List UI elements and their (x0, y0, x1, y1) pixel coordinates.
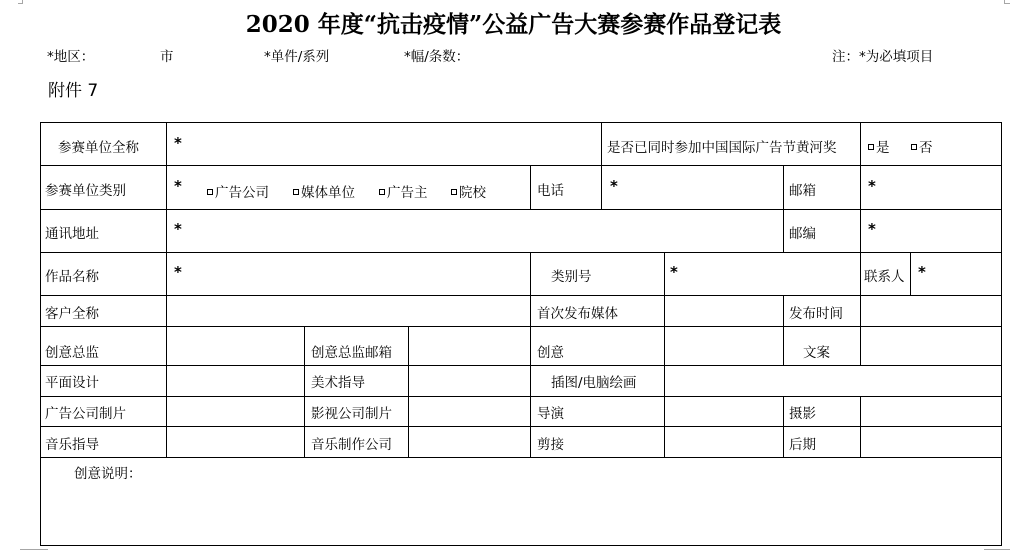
film-production-label: 影视公司制片 (311, 406, 392, 422)
creative-director-email-field[interactable] (410, 328, 528, 364)
director-label: 导演 (537, 406, 564, 422)
creative-director-field[interactable] (168, 328, 302, 364)
row-line (40, 426, 1002, 427)
unit-name-label: 参赛单位全称 (58, 140, 139, 156)
editing-field[interactable] (666, 428, 781, 456)
col-line (304, 326, 305, 457)
row-line (40, 396, 1002, 397)
postcode-field[interactable] (880, 211, 998, 250)
checkbox-icon (911, 144, 917, 150)
row-line (40, 365, 1002, 366)
agency-production-field[interactable] (168, 398, 302, 425)
copywriting-label: 文案 (803, 345, 830, 361)
photography-label: 摄影 (789, 406, 816, 422)
music-company-field[interactable] (410, 428, 528, 456)
unit-type-option-agency[interactable] (207, 181, 269, 201)
illustration-label: 插图/电脑绘画 (551, 375, 637, 391)
col-line (408, 326, 409, 457)
phone-field[interactable] (622, 167, 780, 207)
col-line (664, 252, 665, 295)
col-line (860, 252, 861, 295)
director-field[interactable] (666, 398, 781, 425)
required-mark: * (174, 177, 182, 195)
row-line (40, 122, 1002, 123)
unit-series-label: *单件/系列 (264, 49, 330, 65)
work-name-field[interactable] (186, 254, 527, 293)
illustration-field[interactable] (666, 367, 999, 395)
col-line (860, 209, 861, 252)
publish-time-label: 发布时间 (789, 306, 843, 322)
col-line (860, 295, 861, 326)
huanghe-no-option[interactable] (911, 136, 933, 156)
huanghe-question: 是否已同时参加中国国际广告节黄河奖 (607, 140, 837, 156)
row-line (40, 295, 1002, 296)
region-label: *地区： (47, 49, 95, 65)
col-line (530, 252, 531, 295)
film-production-field[interactable] (410, 398, 528, 425)
music-director-field[interactable] (168, 428, 302, 456)
row-line (40, 165, 1002, 166)
creative-director-email-label: 创意总监邮箱 (311, 345, 392, 361)
unit-type-option-advertiser[interactable] (379, 181, 428, 201)
required-mark: * (918, 263, 926, 281)
editing-label: 剪接 (537, 437, 564, 453)
yes-label: 是 (876, 140, 890, 156)
row-line (40, 545, 1002, 546)
contact-label: 联系人 (864, 269, 905, 285)
address-label: 通讯地址 (45, 226, 99, 242)
work-name-label: 作品名称 (45, 269, 99, 285)
col-line (860, 122, 861, 165)
city-label: 市 (160, 49, 174, 65)
col-line (860, 165, 861, 209)
unit-type-label-advertiser: 广告主 (387, 185, 428, 201)
required-mark: * (868, 177, 876, 195)
client-field[interactable] (168, 297, 528, 325)
address-field[interactable] (186, 211, 780, 250)
unit-name-field[interactable] (186, 124, 598, 164)
phone-label: 电话 (537, 183, 564, 199)
required-mark: * (174, 220, 182, 238)
checkbox-icon (207, 189, 213, 195)
postcode-label: 邮编 (789, 226, 816, 242)
unit-type-label-media: 媒体单位 (301, 185, 355, 201)
creative-description-field[interactable] (42, 482, 999, 544)
col-line (601, 122, 602, 165)
unit-type-label: 参赛单位类别 (45, 183, 126, 199)
music-company-label: 音乐制作公司 (311, 437, 392, 453)
form-title: 2020 年度“抗击疫情”公益广告大赛参赛作品登记表 (245, 11, 782, 38)
contact-field[interactable] (930, 254, 998, 293)
col-line (783, 209, 784, 252)
creative-field[interactable] (666, 328, 781, 364)
col-line (860, 396, 861, 457)
col-line (530, 295, 531, 326)
col-line (40, 122, 41, 546)
checkbox-icon (379, 189, 385, 195)
col-line (860, 326, 861, 365)
attachment-number: 附件 7 (48, 81, 99, 101)
required-mark: * (868, 220, 876, 238)
post-production-label: 后期 (789, 437, 816, 453)
required-mark: * (670, 263, 678, 281)
huanghe-yes-option[interactable] (868, 136, 890, 156)
music-director-label: 音乐指导 (45, 437, 99, 453)
required-note: 注：*为必填项目 (832, 49, 934, 65)
row-line (40, 457, 1002, 458)
col-line (664, 295, 665, 326)
creative-description-label: 创意说明： (74, 466, 142, 482)
col-line (601, 165, 602, 209)
graphic-design-field[interactable] (168, 367, 302, 395)
col-line (910, 252, 911, 295)
checkbox-icon (451, 189, 457, 195)
col-line (783, 165, 784, 209)
checkbox-icon (293, 189, 299, 195)
category-no-field[interactable] (682, 254, 857, 293)
col-line (664, 326, 665, 457)
col-line (783, 326, 784, 365)
required-mark: * (174, 263, 182, 281)
first-media-label: 首次发布媒体 (537, 306, 618, 322)
row-line (40, 326, 1002, 327)
required-mark: * (610, 177, 618, 195)
col-line (783, 396, 784, 457)
no-label: 否 (919, 140, 933, 156)
required-mark: * (174, 134, 182, 152)
count-label: *幅/条数： (404, 49, 470, 65)
unit-type-option-media[interactable] (293, 181, 355, 201)
email-label: 邮箱 (789, 183, 816, 199)
publish-time-field[interactable] (862, 297, 999, 325)
col-line (530, 165, 531, 209)
col-line (783, 295, 784, 326)
creative-director-label: 创意总监 (45, 345, 99, 361)
row-line (40, 252, 1002, 253)
col-line (1001, 122, 1002, 546)
unit-type-option-college[interactable] (451, 181, 486, 201)
copywriting-field[interactable] (862, 328, 999, 364)
graphic-design-label: 平面设计 (45, 375, 99, 391)
checkbox-icon (868, 144, 874, 150)
first-media-field[interactable] (666, 297, 781, 325)
agency-production-label: 广告公司制片 (45, 406, 126, 422)
art-director-label: 美术指导 (311, 375, 365, 391)
col-line (166, 122, 167, 457)
category-no-label: 类别号 (551, 269, 592, 285)
art-director-field[interactable] (410, 367, 528, 395)
creative-label: 创意 (537, 345, 564, 361)
unit-type-label-agency: 广告公司 (215, 185, 269, 201)
client-label: 客户全称 (45, 306, 99, 322)
post-production-field[interactable] (862, 428, 999, 456)
row-line (40, 209, 1002, 210)
email-field[interactable] (880, 167, 998, 207)
photography-field[interactable] (862, 398, 999, 425)
unit-type-label-college: 院校 (459, 185, 486, 201)
col-line (530, 326, 531, 457)
